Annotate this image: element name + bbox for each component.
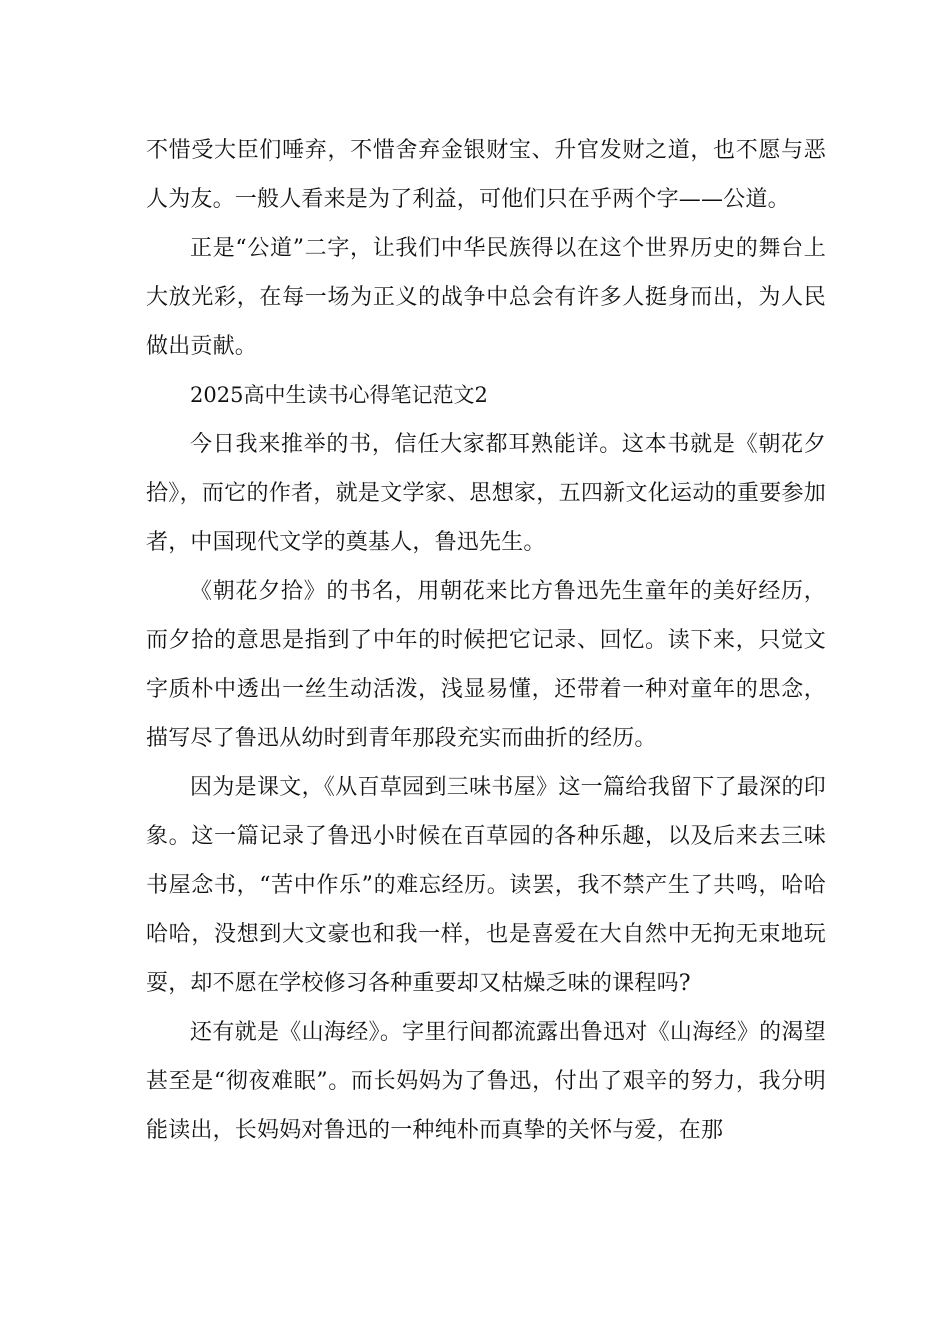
- paragraph: 因为是课文，《从百草园到三味书屋》这一篇给我留下了最深的印象。这一篇记录了鲁迅小时候在百草园的各种乐趣，以及后来去三味书屋念书，“苦中作乐”的难忘经历。读罢，我不禁产生了共鸣，哈哈哈哈，没想到大文豪也和我一样，也是喜爱在大自然中无拘无束地玩耍，却不愿在学校修习各种重要却又枯燥乏味的课程吗?: [146, 775, 826, 996]
- paragraph: 不惜受大臣们唾弃，不惜舍弃金银财宝、升官发财之道，也不愿与恶人为友。一般人看来是为了利益，可他们只在乎两个字——公道。: [146, 138, 826, 212]
- paragraph: 还有就是《山海经》。字里行间都流露出鲁迅对《山海经》的渴望甚至是“彻夜难眠”。而长妈妈为了鲁迅，付出了艰辛的努力，我分明能读出，长妈妈对鲁迅的一种纯朴而真挚的关怀与爱，在那: [146, 1020, 826, 1143]
- paragraph: 《朝花夕拾》的书名，用朝花来比方鲁迅先生童年的美好经历，而夕拾的意思是指到了中年的时候把它记录、回忆。读下来，只觉文字质朴中透出一丝生动活泼，浅显易懂，还带着一种对童年的思念，描写尽了鲁迅从幼时到青年那段充实而曲折的经历。: [146, 579, 826, 751]
- document-body: [146, 126, 826, 1155]
- paragraph: 正是“公道”二字，让我们中华民族得以在这个世界历史的舞台上大放光彩，在每一场为正义的战争中总会有许多人挺身而出，为人民做出贡献。: [146, 236, 826, 359]
- paragraph: 今日我来推举的书，信任大家都耳熟能详。这本书就是《朝花夕拾》，而它的作者，就是文学家、思想家，五四新文化运动的重要参加者，中国现代文学的奠基人，鲁迅先生。: [146, 432, 826, 555]
- section-heading: 2025高中生读书心得笔记范文2: [190, 383, 488, 407]
